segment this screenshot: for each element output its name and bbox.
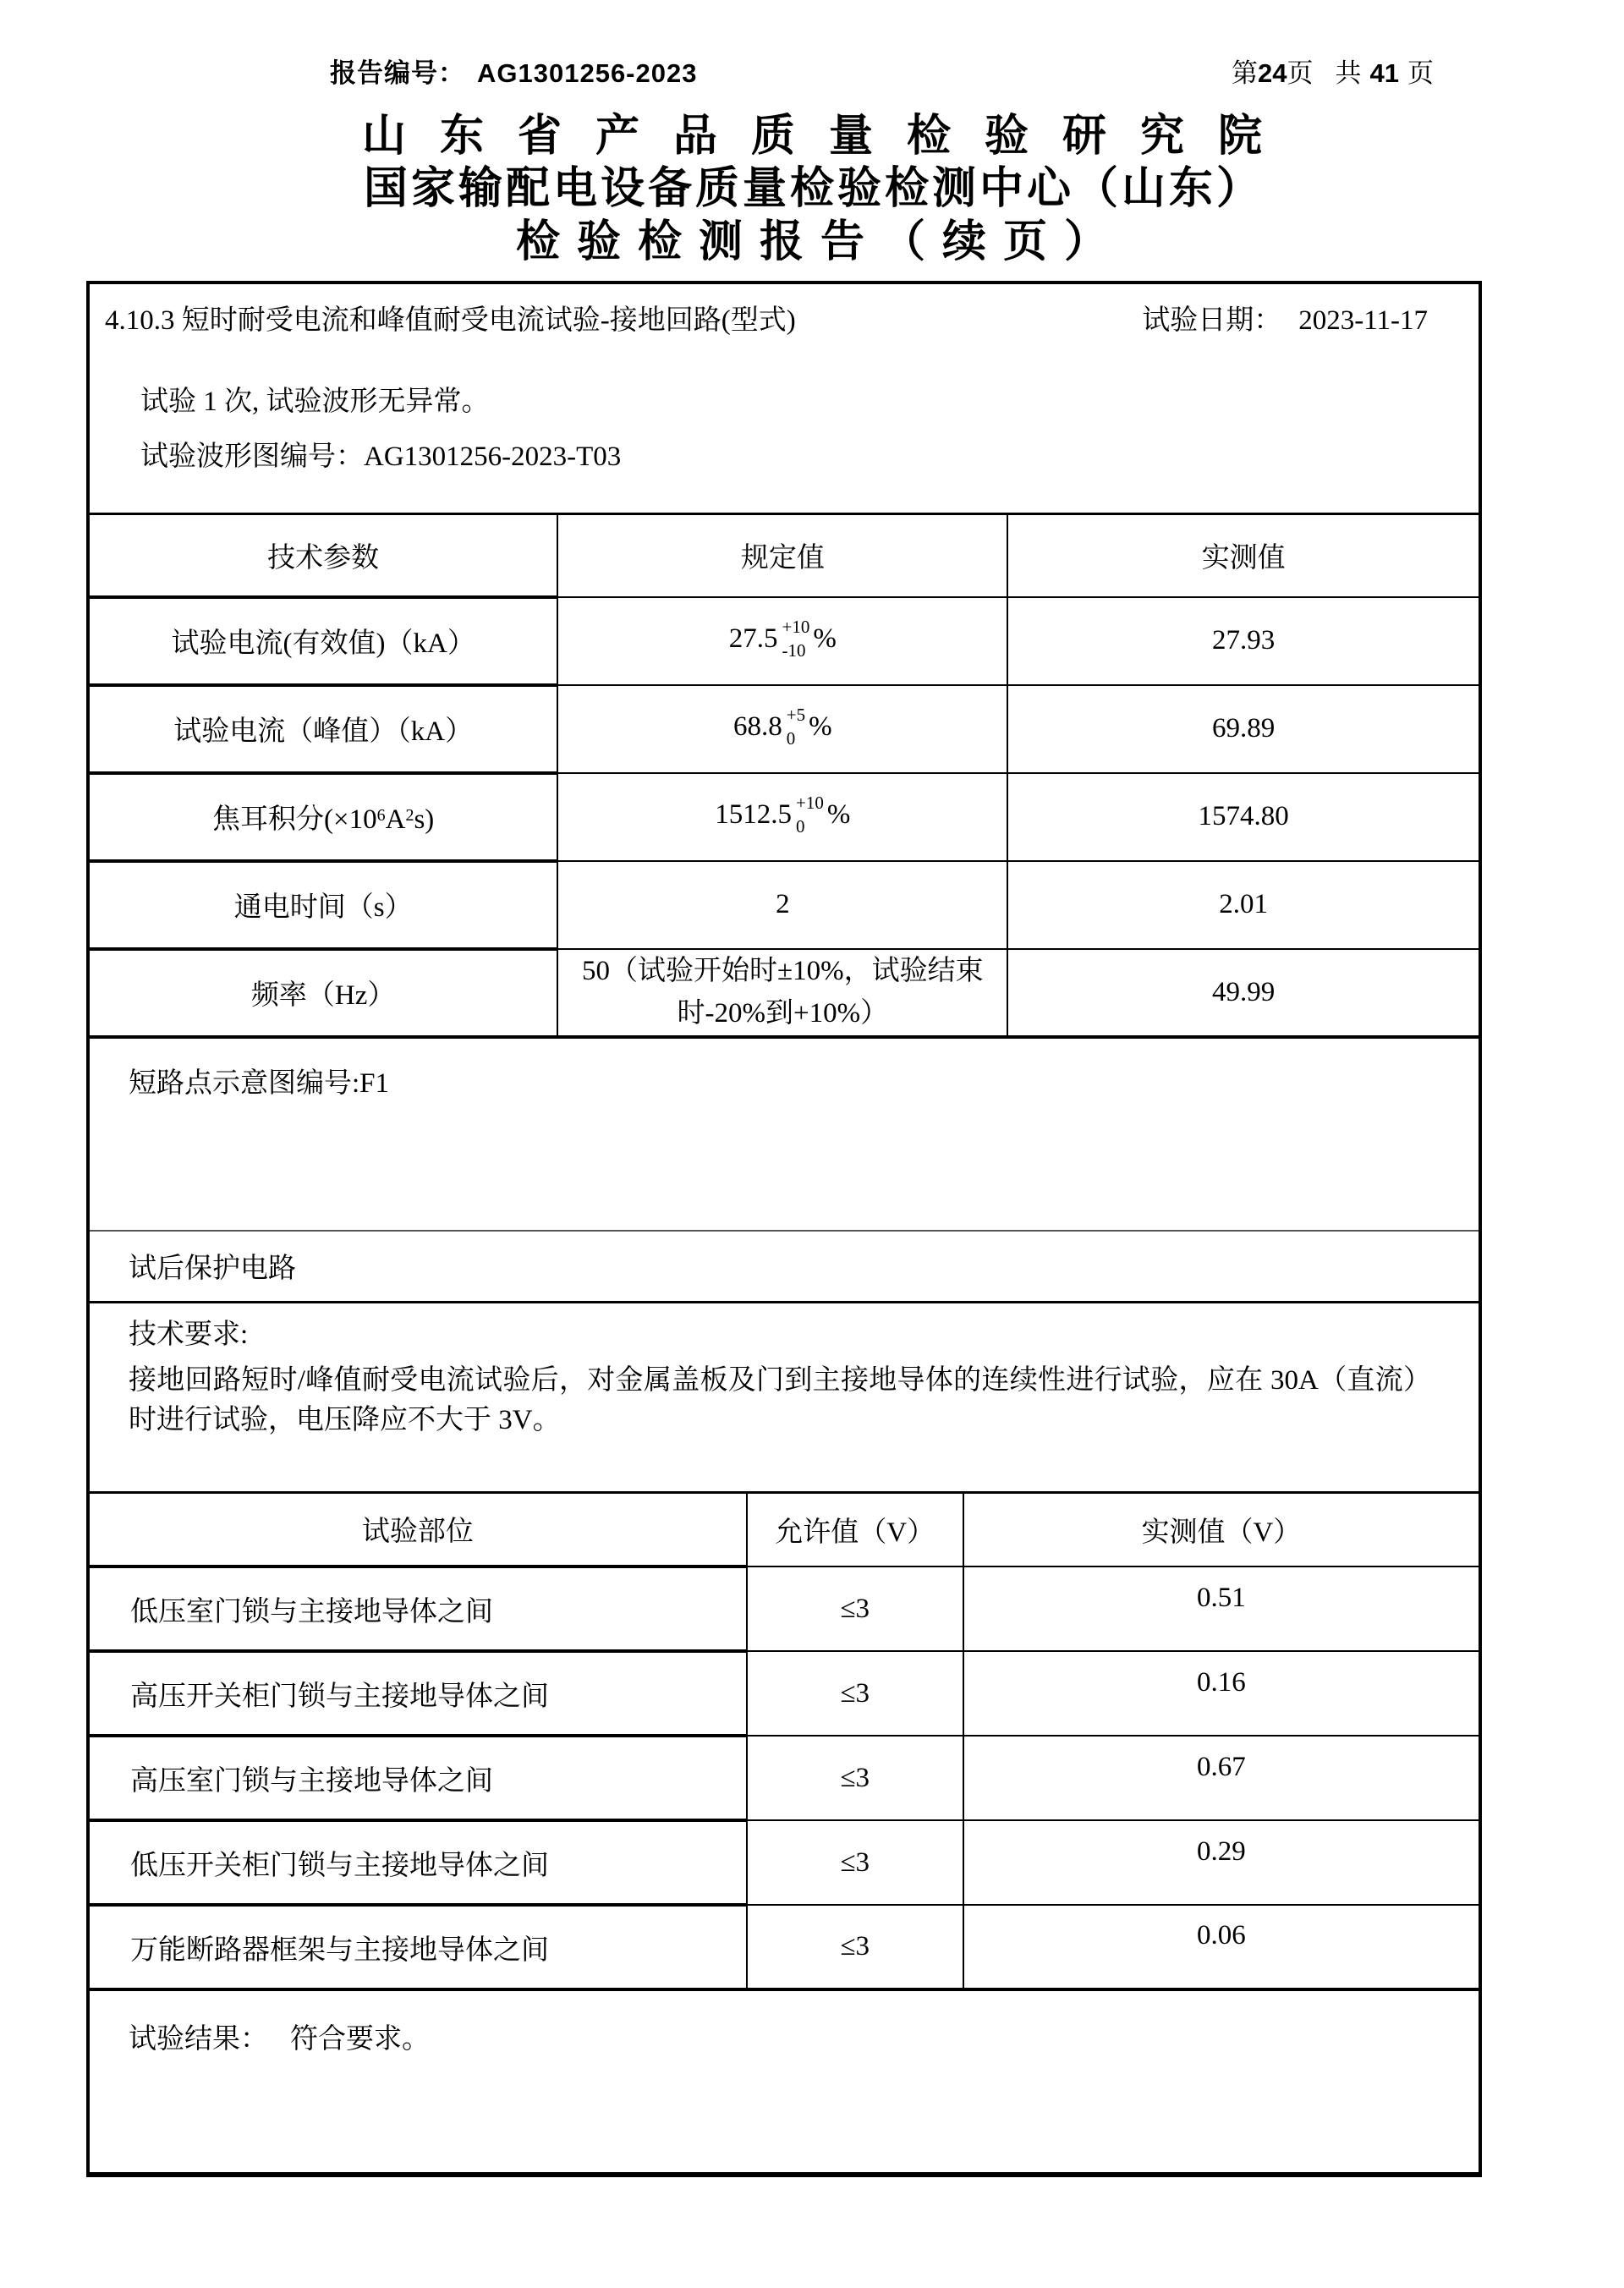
org-title-line1: 山东省产品质量检验研究院 bbox=[361, 112, 1296, 161]
measured-cell: 2.01 bbox=[1007, 861, 1479, 949]
allowed-cell: ≤3 bbox=[747, 1820, 963, 1905]
tolerance-minus: 0 bbox=[786, 728, 796, 749]
table-row bbox=[90, 1905, 1479, 1989]
table-row bbox=[90, 1736, 1479, 1820]
spec-cell bbox=[557, 773, 1007, 861]
measured-cell: 27.93 bbox=[1007, 597, 1479, 685]
allowed-cell: ≤3 bbox=[747, 1736, 963, 1820]
table-header-row bbox=[90, 514, 1479, 597]
short-circuit-diagram-section: 短路点示意图编号:F1 bbox=[129, 1067, 390, 1099]
report-title-line: 检验检测报告（续页） bbox=[515, 217, 1125, 266]
param-cell bbox=[90, 773, 557, 861]
spec-cell bbox=[557, 597, 1007, 685]
exponent: 6 bbox=[376, 806, 386, 825]
param-cell: 通电时间（s） bbox=[90, 861, 557, 949]
tolerance-plus: +10 bbox=[782, 617, 810, 637]
report-number-label: 报告编号： bbox=[330, 58, 465, 88]
col-header-param: 技术参数 bbox=[267, 542, 380, 573]
page-word: 页 bbox=[1407, 58, 1434, 88]
page-word: 第 bbox=[1232, 58, 1259, 88]
report-number-value: AG1301256-2023 bbox=[477, 58, 698, 88]
spec-cell bbox=[557, 685, 1007, 773]
report-body-box bbox=[86, 281, 1482, 2177]
table-row bbox=[90, 773, 1479, 861]
col-header-measured: 实测值（V） bbox=[963, 1492, 1479, 1566]
measured-value: 0.06 bbox=[1197, 1920, 1246, 1951]
measured-value: 0.51 bbox=[1197, 1582, 1246, 1613]
result-value: 符合要求。 bbox=[290, 2024, 430, 2055]
measured-cell bbox=[963, 1820, 1479, 1905]
note-waveform-id: 试验波形图编号：AG1301256-2023-T03 bbox=[140, 442, 622, 472]
part-cell: 低压开关柜门锁与主接地导体之间 bbox=[90, 1820, 747, 1905]
result-label: 试验结果： bbox=[129, 2024, 268, 2055]
table-row bbox=[90, 949, 1479, 1037]
page-current: 24 bbox=[1258, 58, 1287, 88]
param-cell: 频率（Hz） bbox=[90, 949, 557, 1037]
measured-cell: 69.89 bbox=[1007, 685, 1479, 773]
note-waveform: 试验 1 次, 试验波形无异常。 bbox=[140, 387, 490, 417]
param-text: 焦耳积分(×10 bbox=[212, 804, 377, 835]
page-indicator bbox=[1232, 52, 1434, 90]
test-date-value: 2023-11-17 bbox=[1298, 305, 1428, 336]
measured-cell: 49.99 bbox=[1007, 949, 1479, 1037]
percent-sign: % bbox=[809, 711, 832, 743]
percent-sign: % bbox=[813, 623, 837, 655]
table-row bbox=[90, 1820, 1479, 1905]
page-word: 共 bbox=[1335, 58, 1362, 88]
param-text: A bbox=[385, 804, 406, 835]
parameters-table bbox=[90, 513, 1479, 1039]
table-row bbox=[90, 597, 1479, 685]
post-test-protection-section: 试后保护电路 bbox=[90, 1230, 1479, 1301]
spec-base: 27.5 bbox=[728, 623, 778, 655]
allowed-cell: ≤3 bbox=[747, 1905, 963, 1989]
page-word: 页 bbox=[1287, 58, 1314, 88]
measured-value: 0.16 bbox=[1197, 1666, 1246, 1698]
measured-value: 0.29 bbox=[1197, 1835, 1246, 1867]
part-cell: 低压室门锁与主接地导体之间 bbox=[90, 1566, 747, 1651]
table-row bbox=[90, 1651, 1479, 1736]
tolerance bbox=[796, 794, 824, 836]
org-title-line2: 国家输配电设备质量检验检测中心（山东） bbox=[363, 164, 1264, 213]
col-header-allowed: 允许值（V） bbox=[747, 1492, 963, 1566]
measured-cell: 1574.80 bbox=[1007, 773, 1479, 861]
requirements-body: 接地回路短时/峰值耐受电流试验后，对金属盖板及门到主接地导体的连续性进行试验，应在 30A（直流）时进行试验，电压降应不大于 3V。 bbox=[129, 1364, 1432, 1435]
measured-cell bbox=[963, 1566, 1479, 1651]
exponent: 2 bbox=[405, 806, 414, 825]
allowed-cell: ≤3 bbox=[747, 1566, 963, 1651]
col-header-measured: 实测值 bbox=[1007, 514, 1479, 597]
tolerance bbox=[787, 706, 805, 748]
param-cell: 试验电流(有效值)（kA） bbox=[90, 597, 557, 685]
percent-sign: % bbox=[826, 799, 851, 831]
title-block bbox=[0, 110, 1624, 269]
table-row bbox=[90, 1566, 1479, 1651]
page-total: 41 bbox=[1369, 58, 1399, 88]
spec-base: 1512.5 bbox=[715, 799, 793, 831]
doc-header bbox=[330, 54, 1434, 90]
section-heading-row bbox=[90, 284, 1479, 340]
section-heading: 4.10.3 短时耐受电流和峰值耐受电流试验-接地回路(型式) bbox=[105, 305, 796, 336]
report-number-line bbox=[330, 52, 697, 90]
param-text: s) bbox=[414, 804, 435, 835]
measured-cell bbox=[963, 1736, 1479, 1820]
test-date bbox=[1142, 301, 1428, 340]
tolerance-minus: 0 bbox=[796, 816, 805, 837]
col-header-part: 试验部位 bbox=[361, 1517, 474, 1548]
part-cell: 高压开关柜门锁与主接地导体之间 bbox=[90, 1651, 747, 1736]
test-date-label: 试验日期： bbox=[1142, 305, 1282, 336]
continuity-table bbox=[90, 1491, 1479, 1992]
part-cell: 高压室门锁与主接地导体之间 bbox=[90, 1736, 747, 1820]
table-row bbox=[90, 685, 1479, 773]
table-header-row bbox=[90, 1492, 1479, 1566]
spec-cell: 2 bbox=[557, 861, 1007, 949]
spec-base: 68.8 bbox=[733, 711, 782, 743]
spec-text: 50（试验开始时±10%，试验结束 bbox=[582, 956, 984, 986]
tolerance-minus: -10 bbox=[782, 640, 806, 661]
spec-text: 时-20%到+10%） bbox=[677, 998, 889, 1029]
requirements-title: 技术要求: bbox=[129, 1319, 249, 1350]
param-cell: 试验电流（峰值）（kA） bbox=[90, 685, 557, 773]
allowed-cell: ≤3 bbox=[747, 1651, 963, 1736]
tolerance-plus: +10 bbox=[796, 793, 824, 813]
test-result-section bbox=[90, 1991, 1479, 2172]
spec-cell bbox=[557, 949, 1007, 1037]
measured-value: 0.67 bbox=[1197, 1751, 1246, 1782]
measured-cell bbox=[963, 1905, 1479, 1989]
technical-requirements-section bbox=[90, 1301, 1479, 1452]
tolerance bbox=[782, 618, 810, 660]
table-row bbox=[90, 861, 1479, 949]
part-cell: 万能断路器框架与主接地导体之间 bbox=[90, 1905, 747, 1989]
test-notes bbox=[140, 379, 1479, 474]
tolerance-plus: +5 bbox=[786, 705, 806, 725]
col-header-spec: 规定值 bbox=[557, 514, 1007, 597]
measured-cell bbox=[963, 1651, 1479, 1736]
